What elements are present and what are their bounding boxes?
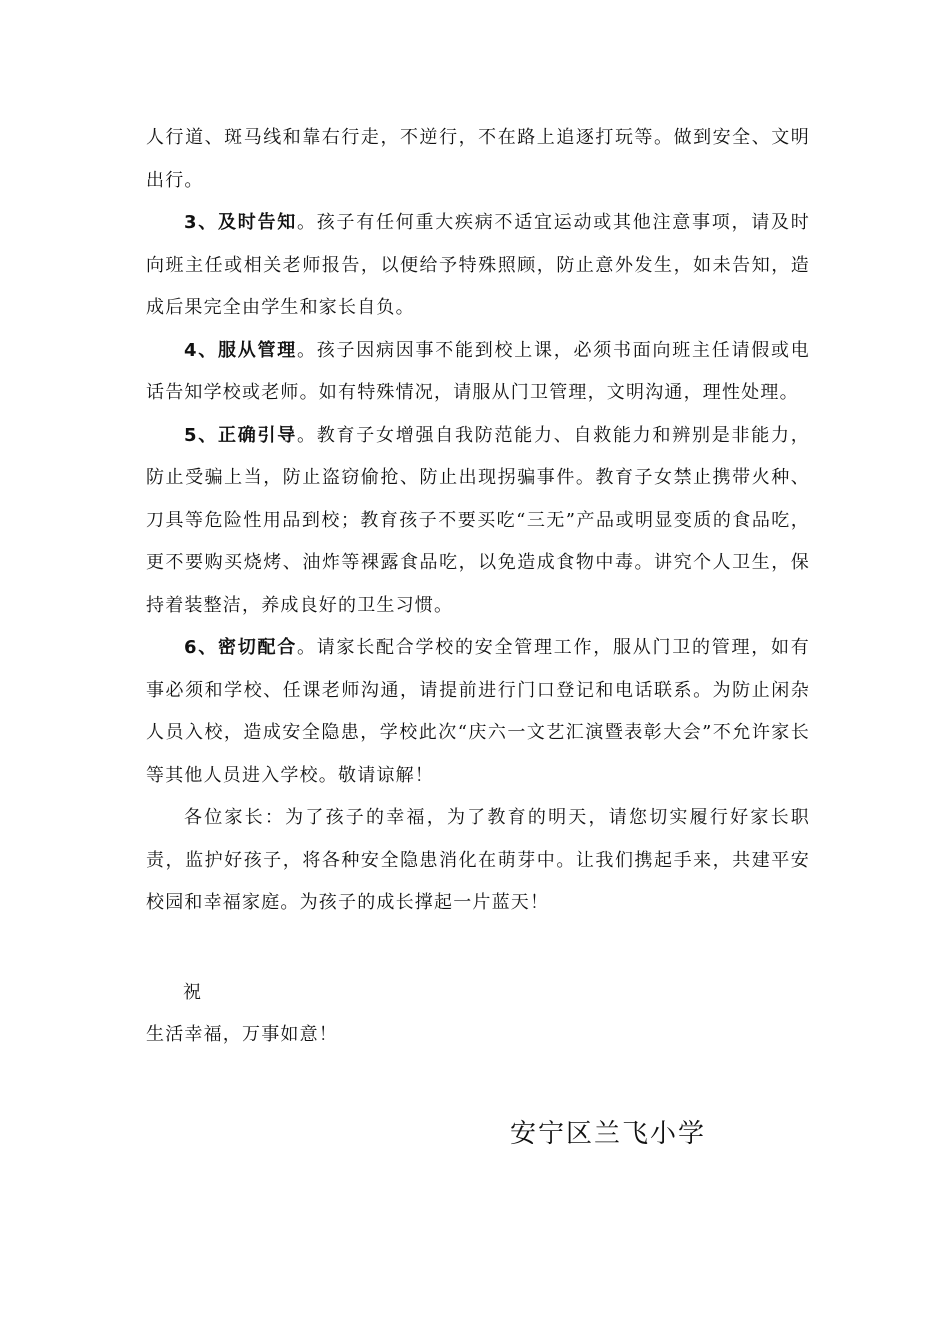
paragraph-heading: 4、服从管理 <box>184 339 298 361</box>
paragraph-timely-notice <box>146 202 810 330</box>
paragraph-correct-guidance <box>146 415 810 628</box>
paragraph-text: 。孩子因病因事不能到校上课，必须书面向班主任请假或电话告知学校或老师。如有特殊情况，请服从门卫管理，文明沟通，理性处理。 <box>146 339 810 403</box>
letter-body <box>146 117 810 925</box>
closing-wish: 生活幸福，万事如意！ <box>146 1024 338 1045</box>
paragraph-travel-safety <box>146 117 810 202</box>
paragraph-text: 。教育子女增强自我防范能力、自救能力和辨别是非能力，防止受骗上当，防止盗窃偷抢、防止出现拐骗事件。教育子女禁止携带火种、刀具等危险性用品到校；教育孩子不要买吃“三无”产品或明显变质的食品吃，更不要购买烧烤、油炸等裸露食品吃，以免造成食物中毒。讲究个人卫生，保持着装整洁，养成良好的卫生习惯。 <box>146 424 810 616</box>
paragraph-close-cooperation <box>146 627 810 797</box>
closing-greeting: 祝 <box>183 982 202 1003</box>
paragraph-parents-appeal <box>146 797 810 925</box>
paragraph-text: 。孩子有任何重大疾病不适宜运动或其他注意事项，请及时向班主任或相关老师报告，以便给予特殊照顾，防止意外发生，如未告知，造成后果完全由学生和家长自负。 <box>146 212 810 318</box>
paragraph-text: 人行道、斑马线和靠右行走，不逆行，不在路上追逐打玩等。做到安全、文明出行。 <box>146 127 810 191</box>
paragraph-text: 各位家长：为了孩子的幸福，为了教育的明天，请您切实履行好家长职责，监护好孩子，将各种安全隐患消化在萌芽中。让我们携起手来，共建平安校园和幸福家庭。为孩子的成长撑起一片蓝天！ <box>146 807 810 913</box>
paragraph-heading: 3、及时告知 <box>184 212 298 233</box>
paragraph-text: 。请家长配合学校的安全管理工作，服从门卫的管理，如有事必须和学校、任课老师沟通，请提前进行门口登记和电话联系。为防止闲杂人员入校，造成安全隐患，学校此次“庆六一文艺汇演暨表彰大会”不允许家长等其他人员进入学校。敬请谅解！ <box>146 637 810 786</box>
paragraph-obey-management <box>146 330 810 415</box>
paragraph-heading: 6、密切配合 <box>184 637 298 658</box>
school-signature: 安宁区兰飞小学 <box>510 1119 707 1149</box>
paragraph-heading: 5、正确引导 <box>184 424 298 446</box>
